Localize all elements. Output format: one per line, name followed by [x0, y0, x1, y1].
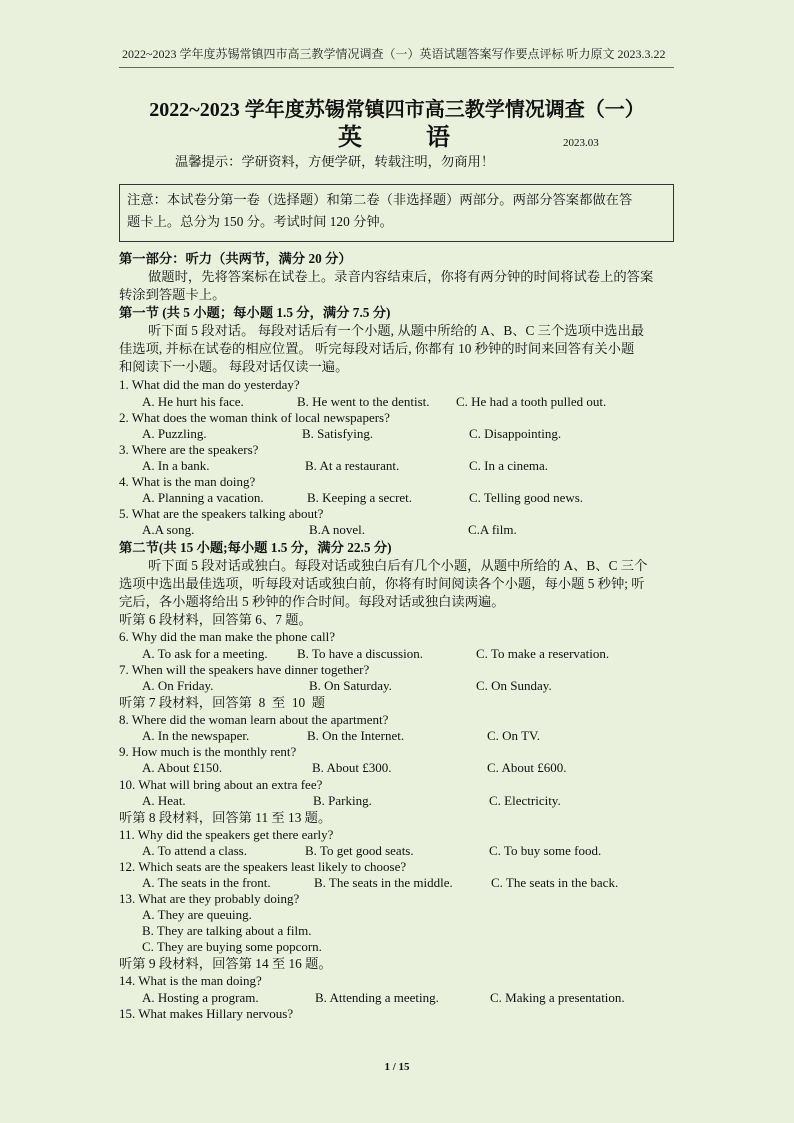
- option: C. He had a tooth pulled out.: [456, 394, 607, 409]
- instruction-line: 听下面 5 段对话或独白。每段对话或独白后有几个小题，从题中所给的 A、B、C 三个: [148, 558, 648, 573]
- instruction-line: 做题时，先将答案标在试卷上。录音内容结束后，你将有两分钟的时间将试卷上的答案: [148, 269, 654, 284]
- question-text: 7. When will the speakers have dinner together?: [119, 662, 370, 677]
- subject-title-char1: 英: [338, 125, 362, 151]
- option: B. He went to the dentist.: [297, 394, 430, 409]
- instruction-line: 选项中选出最佳选项，听每段对话或独白前，你将有时间阅读各个小题，每小题 5 秒钟; 听: [119, 576, 645, 591]
- running-header: 2022~2023 学年度苏锡常镇四市高三教学情况调查（一）英语试题答案写作要点评标 听力原文 2023.3.22: [122, 47, 666, 61]
- option: A. He hurt his face.: [142, 394, 244, 409]
- notice-line: 题卡上。总分为 150 分。考试时间 120 分钟。: [127, 214, 393, 229]
- question-text: 6. Why did the man make the phone call?: [119, 629, 335, 644]
- question-text: 3. Where are the speakers?: [119, 442, 259, 457]
- exam-date: 2023.03: [563, 137, 599, 149]
- option: B. To have a discussion.: [297, 646, 423, 661]
- option: A. On Friday.: [142, 678, 214, 693]
- option: A.A song.: [142, 522, 195, 537]
- option: A. Planning a vacation.: [142, 490, 264, 505]
- option: A. In the newspaper.: [142, 728, 250, 743]
- header-rule: [119, 67, 674, 68]
- section-heading: 第一节 (共 5 小题；每小题 1.5 分，满分 7.5 分): [119, 305, 391, 320]
- section-heading: 第二节(共 15 小题;每小题 1.5 分，满分 22.5 分): [119, 540, 392, 555]
- question-text: 11. Why did the speakers get there early?: [119, 827, 334, 842]
- option: C. On Sunday.: [476, 678, 552, 693]
- exam-title: 2022~2023 学年度苏锡常镇四市高三教学情况调查（一）: [149, 99, 645, 121]
- option: A. About £150.: [142, 760, 223, 775]
- question-text: 5. What are the speakers talking about?: [119, 506, 324, 521]
- instruction-line: 完后，各小题将给出 5 秒钟的作合时间。每段对话或独白读两遍。: [119, 594, 505, 609]
- tip-text: 温馨提示：学研资料，方便学研，转载注明，勿商用！: [175, 154, 495, 169]
- question-text: 2. What does the woman think of local newspapers?: [119, 410, 390, 425]
- option: C. Electricity.: [489, 793, 561, 808]
- part-heading: 第一部分：听力（共两节，满分 20 分）: [119, 251, 352, 266]
- option: B.A novel.: [309, 522, 365, 537]
- option: B. To get good seats.: [305, 843, 414, 858]
- question-text: 10. What will bring about an extra fee?: [119, 777, 323, 792]
- option: C.A film.: [468, 522, 517, 537]
- option: B. They are talking about a film.: [142, 923, 312, 938]
- question-text: 9. How much is the monthly rent?: [119, 744, 297, 759]
- option: C. They are buying some popcorn.: [142, 939, 322, 954]
- option: C. About £600.: [487, 760, 567, 775]
- option: B. Keeping a secret.: [307, 490, 413, 505]
- option: C. The seats in the back.: [491, 875, 619, 890]
- option: C. On TV.: [487, 728, 540, 743]
- option: C. Making a presentation.: [490, 990, 625, 1005]
- option: B. On Saturday.: [309, 678, 392, 693]
- listening-note: 听第 6 段材料，回答第 6、7 题。: [119, 612, 312, 627]
- question-text: 1. What did the man do yesterday?: [119, 377, 300, 392]
- question-text: 13. What are they probably doing?: [119, 891, 300, 906]
- listening-note: 听第 9 段材料，回答第 14 至 16 题。: [119, 956, 332, 971]
- question-text: 14. What is the man doing?: [119, 973, 262, 988]
- option: C. To buy some food.: [489, 843, 602, 858]
- question-text: 4. What is the man doing?: [119, 474, 256, 489]
- listening-note: 听第 8 段材料，回答第 11 至 13 题。: [119, 810, 332, 825]
- option: C. Disappointing.: [469, 426, 562, 441]
- option: A. Hosting a program.: [142, 990, 259, 1005]
- option: A. Puzzling.: [142, 426, 207, 441]
- option: C. To make a reservation.: [476, 646, 610, 661]
- notice-line: 注意：本试卷分第一卷（选择题）和第二卷（非选择题）两部分。两部分答案都做在答: [127, 192, 633, 207]
- instruction-line: 和阅读下一小题。 每段对话仅读一遍。: [119, 359, 349, 374]
- option: C. Telling good news.: [469, 490, 584, 505]
- option: B. On the Internet.: [307, 728, 405, 743]
- option: B. Satisfying.: [302, 426, 374, 441]
- instruction-line: 佳选项, 并标在试卷的相应位置。 听完每段对话后, 你都有 10 秒钟的时间来回答有关小题: [119, 341, 635, 356]
- option: B. At a restaurant.: [305, 458, 400, 473]
- question-text: 15. What makes Hillary nervous?: [119, 1006, 294, 1021]
- option: B. The seats in the middle.: [314, 875, 453, 890]
- page-number: 1 / 15: [384, 1061, 410, 1073]
- subject-title-char2: 语: [426, 125, 450, 151]
- option: B. Parking.: [313, 793, 372, 808]
- listening-note: 听第 7 段材料，回答第 8 至 10 题: [119, 695, 326, 710]
- option: B. Attending a meeting.: [315, 990, 439, 1005]
- option: B. About £300.: [312, 760, 392, 775]
- question-text: 12. Which seats are the speakers least likely to choose?: [119, 859, 407, 874]
- option: A. To attend a class.: [142, 843, 247, 858]
- instruction-line: 听下面 5 段对话。 每段对话后有一个小题, 从题中所给的 A、B、C 三个选项中选出最: [148, 323, 645, 338]
- option: C. In a cinema.: [469, 458, 549, 473]
- question-text: 8. Where did the woman learn about the apartment?: [119, 712, 389, 727]
- option: A. Heat.: [142, 793, 186, 808]
- option: A. They are queuing.: [142, 907, 252, 922]
- option: A. In a bank.: [142, 458, 210, 473]
- option: A. To ask for a meeting.: [142, 646, 268, 661]
- option: A. The seats in the front.: [142, 875, 271, 890]
- instruction-line: 转涂到答题卡上。: [119, 287, 226, 302]
